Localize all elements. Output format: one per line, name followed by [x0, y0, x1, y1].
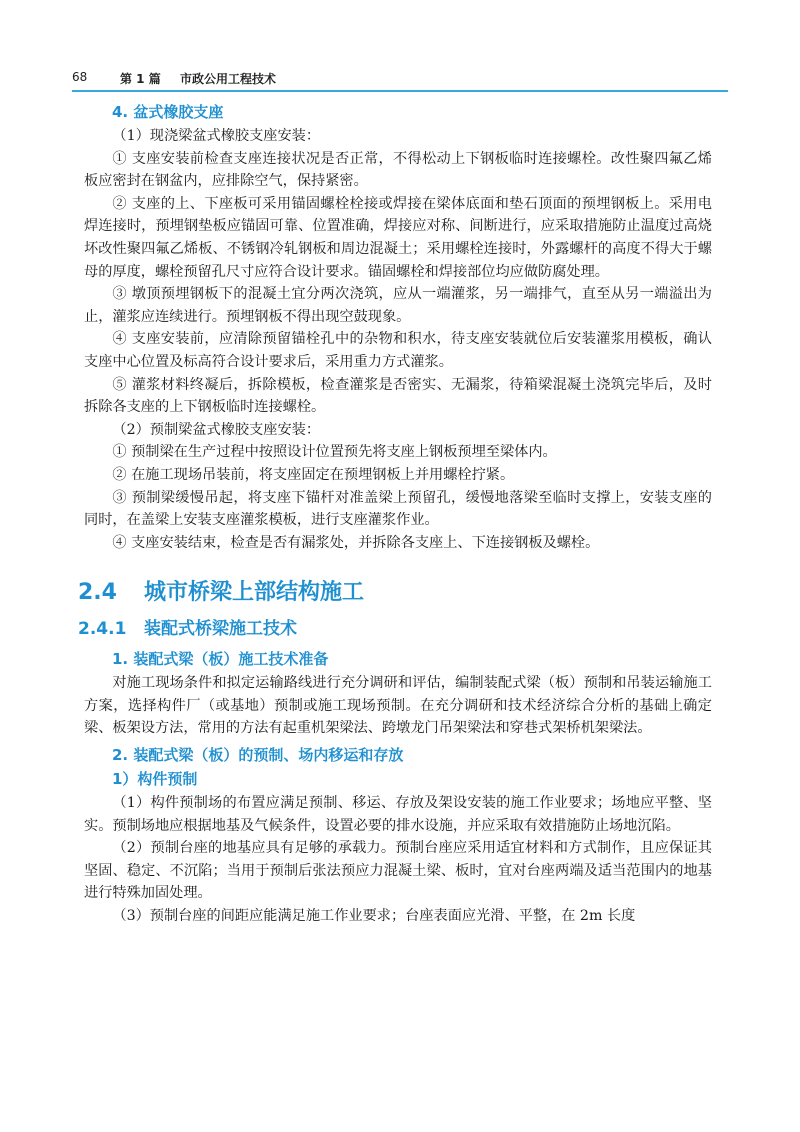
section-title: 城市桥梁上部结构施工 — [144, 580, 365, 606]
heading-pot-rubber-bearing: 4. 盆式橡胶支座 — [112, 103, 224, 121]
paragraph: 对施工现场条件和拟定运输路线进行充分调研和评估，编制装配式梁（板）预制和吊装运输施工方案，选择构件厂（或基地）预制或施工现场预制。在充分调研和技术经济综合分析的基础上确定梁、板架设方法，常用的方法有起重机架梁法、跨墩龙门吊架梁法和穿巷式架桥机架梁法。 — [84, 675, 712, 737]
page-number: 68 — [72, 70, 88, 84]
part-title: 市政公用工程技术 — [180, 72, 277, 86]
page-header — [72, 62, 728, 90]
heading-prefab-transport-storage: 2. 装配式梁（板）的预制、场内移运和存放 — [112, 746, 404, 765]
paragraph: ② 在施工现场吊装前，将支座固定在预埋钢板上并用螺栓拧紧。 — [112, 466, 515, 483]
paragraph: （3）预制台座的间距应能满足施工作业要求；台座表面应光滑、平整，在 2m 长度 — [112, 908, 636, 925]
heading-component-prefab: 1）构件预制 — [112, 770, 198, 789]
heading-technical-preparation: 1. 装配式梁（板）施工技术准备 — [112, 650, 329, 669]
paragraph: ③ 墩顶预埋钢板下的混凝土宜分两次浇筑，应从一端灌浆，另一端排气，直至从另一端溢出为止，灌浆应连续进行。预埋钢板不得出现空鼓现象。 — [84, 286, 712, 325]
item1-title: （1）现浇梁盆式橡胶支座安装： — [112, 128, 321, 144]
part-label: 第 1 篇 — [120, 72, 161, 86]
subsection-number: 2.4.1 — [78, 619, 127, 640]
paragraph: ⑤ 灌浆材料终凝后，拆除模板，检查灌浆是否密实、无漏浆，待箱梁混凝土浇筑完毕后，及时拆除各支座的上下钢板临时连接螺栓。 — [84, 376, 712, 416]
paragraph: ③ 预制梁缓慢吊起，将支座下锚杆对准盖梁上预留孔，缓慢地落梁至临时支撑上，安装支座的同时，在盖梁上安装支座灌浆模板，进行支座灌浆作业。 — [84, 489, 712, 529]
paragraph: ④ 支座安装结束，检查是否有漏浆处，并拆除各支座上、下连接钢板及螺栓。 — [112, 534, 600, 551]
item2-title: （2）预制梁盆式橡胶支座安装： — [112, 421, 321, 438]
section-heading-2-4 — [78, 578, 712, 608]
paragraph: ① 预制梁在生产过程中按照设计位置预先将支座上钢板预埋至梁体内。 — [112, 444, 557, 461]
subsection-title: 装配式桥梁施工技术 — [144, 619, 297, 640]
paragraph: ④ 支座安装前，应清除预留锚栓孔中的杂物和积水，待支座安装就位后安装灌浆用模板，确认支座中心位置及标高符合设计要求后，采用重力方式灌浆。 — [84, 331, 712, 370]
page-content — [78, 101, 712, 928]
paragraph: ② 支座的上、下座板可采用锚固螺栓栓接或焊接在梁体底面和垫石顶面的预埋钢板上。采用电焊连接时，预埋钢垫板应锚固可靠、位置准确，焊接应对称、间断进行，应采取措施防止温度过高烧坏改性聚四氟乙烯板、不锈钢冷轧钢板和周边混凝土；采用螺栓连接时，外露螺杆的高度不得大于螺母的厚度，螺栓预留孔尺寸应符合设计要求。锚固螺栓和焊接部位均应做防腐处理。 — [84, 195, 712, 280]
paragraph: ① 支座安装前检查支座连接状况是否正常，不得松动上下钢板临时连接螺栓。改性聚四氟乙烯板应密封在钢盆内，应排除空气，保持紧密。 — [84, 150, 712, 190]
paragraph: （1）构件预制场的布置应满足预制、移运、存放及架设安装的施工作业要求；场地应平整、坚实。预制场地应根据地基及气候条件，设置必要的排水设施，并应采取有效措施防止场地沉陷。 — [84, 795, 712, 834]
header-rule — [72, 90, 728, 92]
section-number: 2.4 — [78, 580, 117, 606]
paragraph: （2）预制台座的地基应具有足够的承载力。预制台座应采用适宜材料和方式制作，且应保证其坚固、稳定、不沉陷；当用于预制后张法预应力混凝土梁、板时，宜对台座两端及适当范围内的地基进行特殊加固处理。 — [84, 840, 712, 902]
subsection-heading-2-4-1 — [78, 616, 712, 642]
